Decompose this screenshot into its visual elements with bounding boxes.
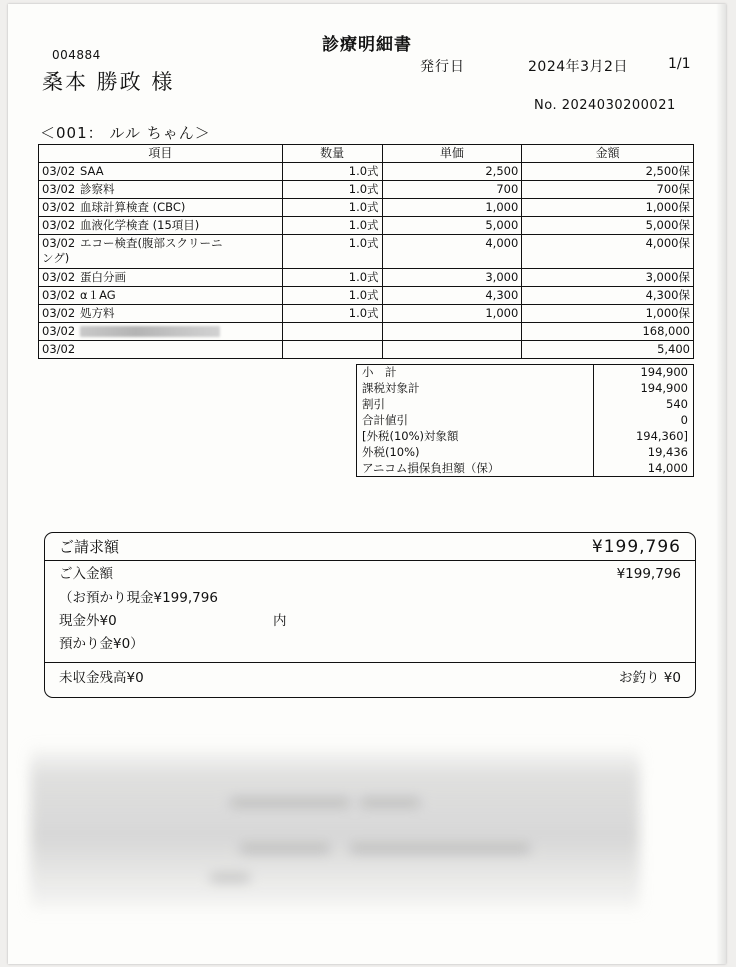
column-header-quantity: 数量 — [282, 145, 382, 163]
cell-item-name: 03/02 血球計算検査 (CBC) — [39, 199, 283, 217]
totals-value: 19,436 — [593, 445, 693, 461]
totals-label: 割引 — [357, 397, 594, 413]
cell-item-date: 03/02 — [42, 324, 76, 338]
billing-amount: ¥199,796 — [591, 537, 681, 557]
cell-qty: 1.0式 — [282, 199, 382, 217]
totals-value: 540 — [593, 397, 693, 413]
page-title: 診療明細書 — [322, 35, 412, 55]
cell-item-date: 03/02 — [42, 306, 76, 320]
table-row — [39, 341, 694, 359]
totals-row — [357, 429, 694, 445]
table-row — [39, 217, 694, 235]
totals-table — [356, 364, 694, 477]
totals-row — [357, 461, 694, 477]
receipt-number: 004884 — [52, 48, 101, 62]
table-row — [39, 181, 694, 199]
column-header-amount: 金額 — [522, 145, 694, 163]
cell-price: 700 — [382, 181, 522, 199]
redacted-bottom-section — [30, 744, 640, 914]
cell-item-name: 03/02 蛋白分画 — [39, 269, 283, 287]
cell-qty: 1.0式 — [282, 269, 382, 287]
deposit-text: （お預かり現金¥199,796 — [59, 590, 218, 606]
cell-item-date: 03/02 — [42, 270, 76, 284]
cell-price: 1,000 — [382, 305, 522, 323]
cell-amount: 1,000保 — [522, 199, 694, 217]
cell-item-name: 03/02 SAA — [39, 163, 283, 181]
totals-label: 課税対象計 — [357, 381, 594, 397]
table-row — [39, 163, 694, 181]
table-row — [39, 235, 694, 269]
paid-amount: ¥199,796 — [616, 566, 681, 582]
cell-item-name: 03/02 エコー検査(腹部スクリーニ ング) — [39, 235, 283, 269]
table-row — [39, 305, 694, 323]
receipt-page — [8, 4, 726, 964]
cell-qty: 1.0式 — [282, 235, 382, 269]
totals-value: 0 — [593, 413, 693, 429]
totals-row — [357, 445, 694, 461]
cell-qty: 1.0式 — [282, 217, 382, 235]
totals-row — [357, 365, 694, 381]
balance-label: 未収金残高¥0 — [59, 670, 144, 686]
totals-value: 14,000 — [593, 461, 693, 477]
cell-amount: 4,000保 — [522, 235, 694, 269]
cell-item-date: 03/02 — [42, 236, 76, 250]
totals-row — [357, 413, 694, 429]
totals-label: 小 計 — [357, 365, 594, 381]
document-number: No. 2024030200021 — [534, 98, 676, 113]
totals-label: [外税(10%)対象額 — [357, 429, 594, 445]
cell-amount: 5,000保 — [522, 217, 694, 235]
page-number: 1/1 — [668, 56, 691, 72]
table-row — [39, 199, 694, 217]
redacted-item-name — [80, 326, 220, 337]
totals-label: アニコム損保負担額（保） — [357, 461, 594, 477]
cell-qty: 1.0式 — [282, 305, 382, 323]
totals-value: 194,360] — [593, 429, 693, 445]
deposit-row — [45, 587, 695, 610]
totals-label: 外税(10%) — [357, 445, 594, 461]
cell-item-date: 03/02 — [42, 164, 76, 178]
cell-item-name — [39, 341, 283, 359]
totals-value: 194,900 — [593, 365, 693, 381]
issue-date-value: 2024年3月2日 — [528, 59, 628, 75]
billing-label: ご請求額 — [59, 538, 120, 556]
cell-price: 3,000 — [382, 269, 522, 287]
column-header-price: 単価 — [382, 145, 522, 163]
items-table — [38, 144, 694, 359]
cell-item-name: 03/02 α１AG — [39, 287, 283, 305]
cell-amount: 700保 — [522, 181, 694, 199]
cell-qty: 1.0式 — [282, 181, 382, 199]
cell-item-name: 03/02 診察料 — [39, 181, 283, 199]
cell-amount: 1,000保 — [522, 305, 694, 323]
totals-label: 合計値引 — [357, 413, 594, 429]
totals-row — [357, 381, 694, 397]
cell-item-date: 03/02 — [42, 182, 76, 196]
cell-item-date: 03/02 — [42, 342, 76, 356]
cell-item-date: 03/02 — [42, 288, 76, 302]
cell-item-date: 03/02 — [42, 218, 76, 232]
deposit-row-2 — [45, 633, 695, 656]
noncash-inner-label: 内 — [273, 613, 287, 629]
column-header-item: 項目 — [39, 145, 283, 163]
balance-row — [45, 662, 695, 692]
cell-price: 4,300 — [382, 287, 522, 305]
payment-box — [44, 532, 696, 698]
cell-amount: 3,000保 — [522, 269, 694, 287]
cell-qty — [282, 323, 382, 341]
change-label: お釣り ¥0 — [619, 670, 681, 686]
cell-amount: 5,400 — [522, 341, 694, 359]
cell-item-date: 03/02 — [42, 200, 76, 214]
noncash-row — [45, 610, 695, 633]
cell-qty: 1.0式 — [282, 287, 382, 305]
billing-row — [45, 533, 695, 561]
customer-name: 桑本 勝政 様 — [42, 70, 175, 94]
cell-amount: 4,300保 — [522, 287, 694, 305]
cell-item-name: 03/02 血液化学検査 (15項目) — [39, 217, 283, 235]
noncash-text: 現金外¥0 — [59, 613, 117, 629]
page-edge-shadow — [716, 4, 726, 964]
cell-price: 5,000 — [382, 217, 522, 235]
table-row — [39, 269, 694, 287]
cell-price — [382, 341, 522, 359]
deposit-text-2: 預かり金¥0） — [59, 636, 144, 652]
cell-price — [382, 323, 522, 341]
paid-label: ご入金額 — [59, 566, 113, 582]
patient-name: ＜001： ルル ちゃん＞ — [40, 124, 211, 142]
totals-value: 194,900 — [593, 381, 693, 397]
cell-amount: 2,500保 — [522, 163, 694, 181]
totals-row — [357, 397, 694, 413]
issue-date-label: 発行日 — [420, 59, 465, 75]
cell-qty — [282, 341, 382, 359]
cell-item-name — [39, 323, 283, 341]
paid-row — [45, 561, 695, 587]
cell-price: 1,000 — [382, 199, 522, 217]
cell-qty: 1.0式 — [282, 163, 382, 181]
cell-item-name: 03/02 処方料 — [39, 305, 283, 323]
table-row — [39, 287, 694, 305]
cell-price: 4,000 — [382, 235, 522, 269]
table-header-row — [39, 145, 694, 163]
cell-price: 2,500 — [382, 163, 522, 181]
cell-amount: 168,000 — [522, 323, 694, 341]
table-row — [39, 323, 694, 341]
